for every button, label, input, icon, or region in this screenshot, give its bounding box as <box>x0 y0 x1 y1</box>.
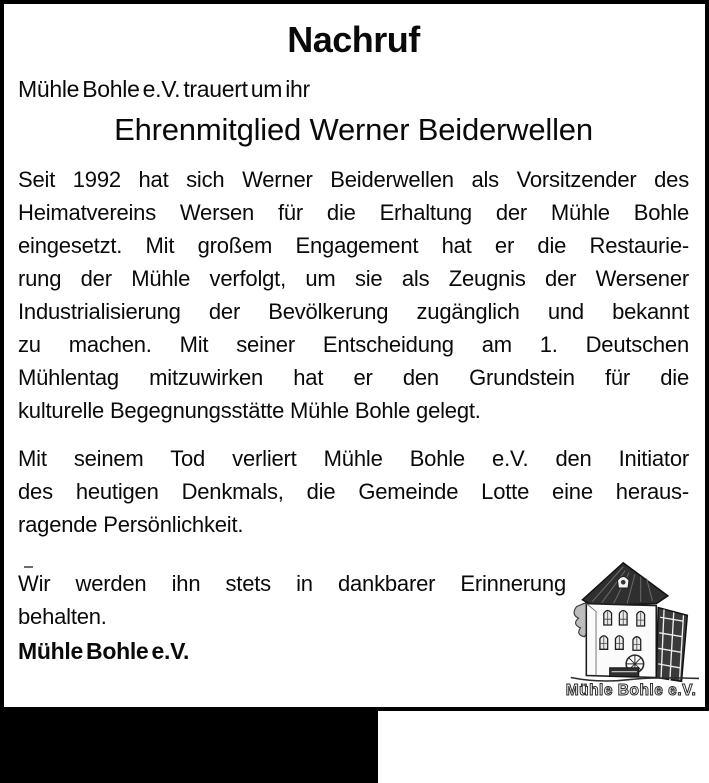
text-line: eingesetzt. Mit großem Engagement hat er die Restaurie- <box>18 233 689 258</box>
text-line: Heimatvereins Wersen für die Erhaltung der Mühle Bohle <box>18 200 689 225</box>
paragraph-loss <box>18 442 689 541</box>
text-line: zu machen. Mit seiner Entscheidung am 1. Deutschen <box>18 332 689 357</box>
redacted-block <box>0 711 378 783</box>
text-line: Mit seinem Tod verliert Mühle Bohle e.V. den Initiator <box>18 446 689 471</box>
text-line: Wir werden ihn stets in dankbarer Erinnerung <box>18 571 566 596</box>
text-line: behalten. <box>18 604 107 629</box>
bell <box>621 580 626 585</box>
paragraph-remembrance <box>18 567 566 633</box>
window-row-lower <box>600 636 641 651</box>
muehle-bohle-logo-icon <box>563 553 699 699</box>
text-line: ragende Persönlichkeit. <box>18 512 244 537</box>
mourning-intro-line: Mühle Bohle e.V. trauert um ihr <box>18 76 310 102</box>
text-line: rung der Mühle verfolgt, um sie als Zeugnis der Wersener <box>18 266 689 291</box>
signature-line: Mühle Bohle e.V. <box>18 638 190 664</box>
logo-caption: Mühle Bohle e.V. <box>565 681 697 699</box>
text-line: Seit 1992 hat sich Werner Beiderwellen als Vorsitzender des <box>18 167 689 192</box>
text-line: Industrialisierung der Bevölkerung zugänglich und bekannt <box>18 299 689 324</box>
paragraph-biography <box>18 163 689 427</box>
closing-section <box>18 567 566 667</box>
text-line: des heutigen Denkmals, die Gemeinde Lotte eine heraus- <box>18 479 689 504</box>
notice-title: Nachruf <box>287 19 420 60</box>
text-line: Mühlentag mitzuwirken hat er den Grundstein für die <box>18 365 689 390</box>
text-line: kulturelle Begegnungsstätte Mühle Bohle gelegt. <box>18 398 481 423</box>
window-row-upper <box>604 610 645 626</box>
honoree-name-line: Ehrenmitglied Werner Beiderwellen <box>114 112 593 147</box>
